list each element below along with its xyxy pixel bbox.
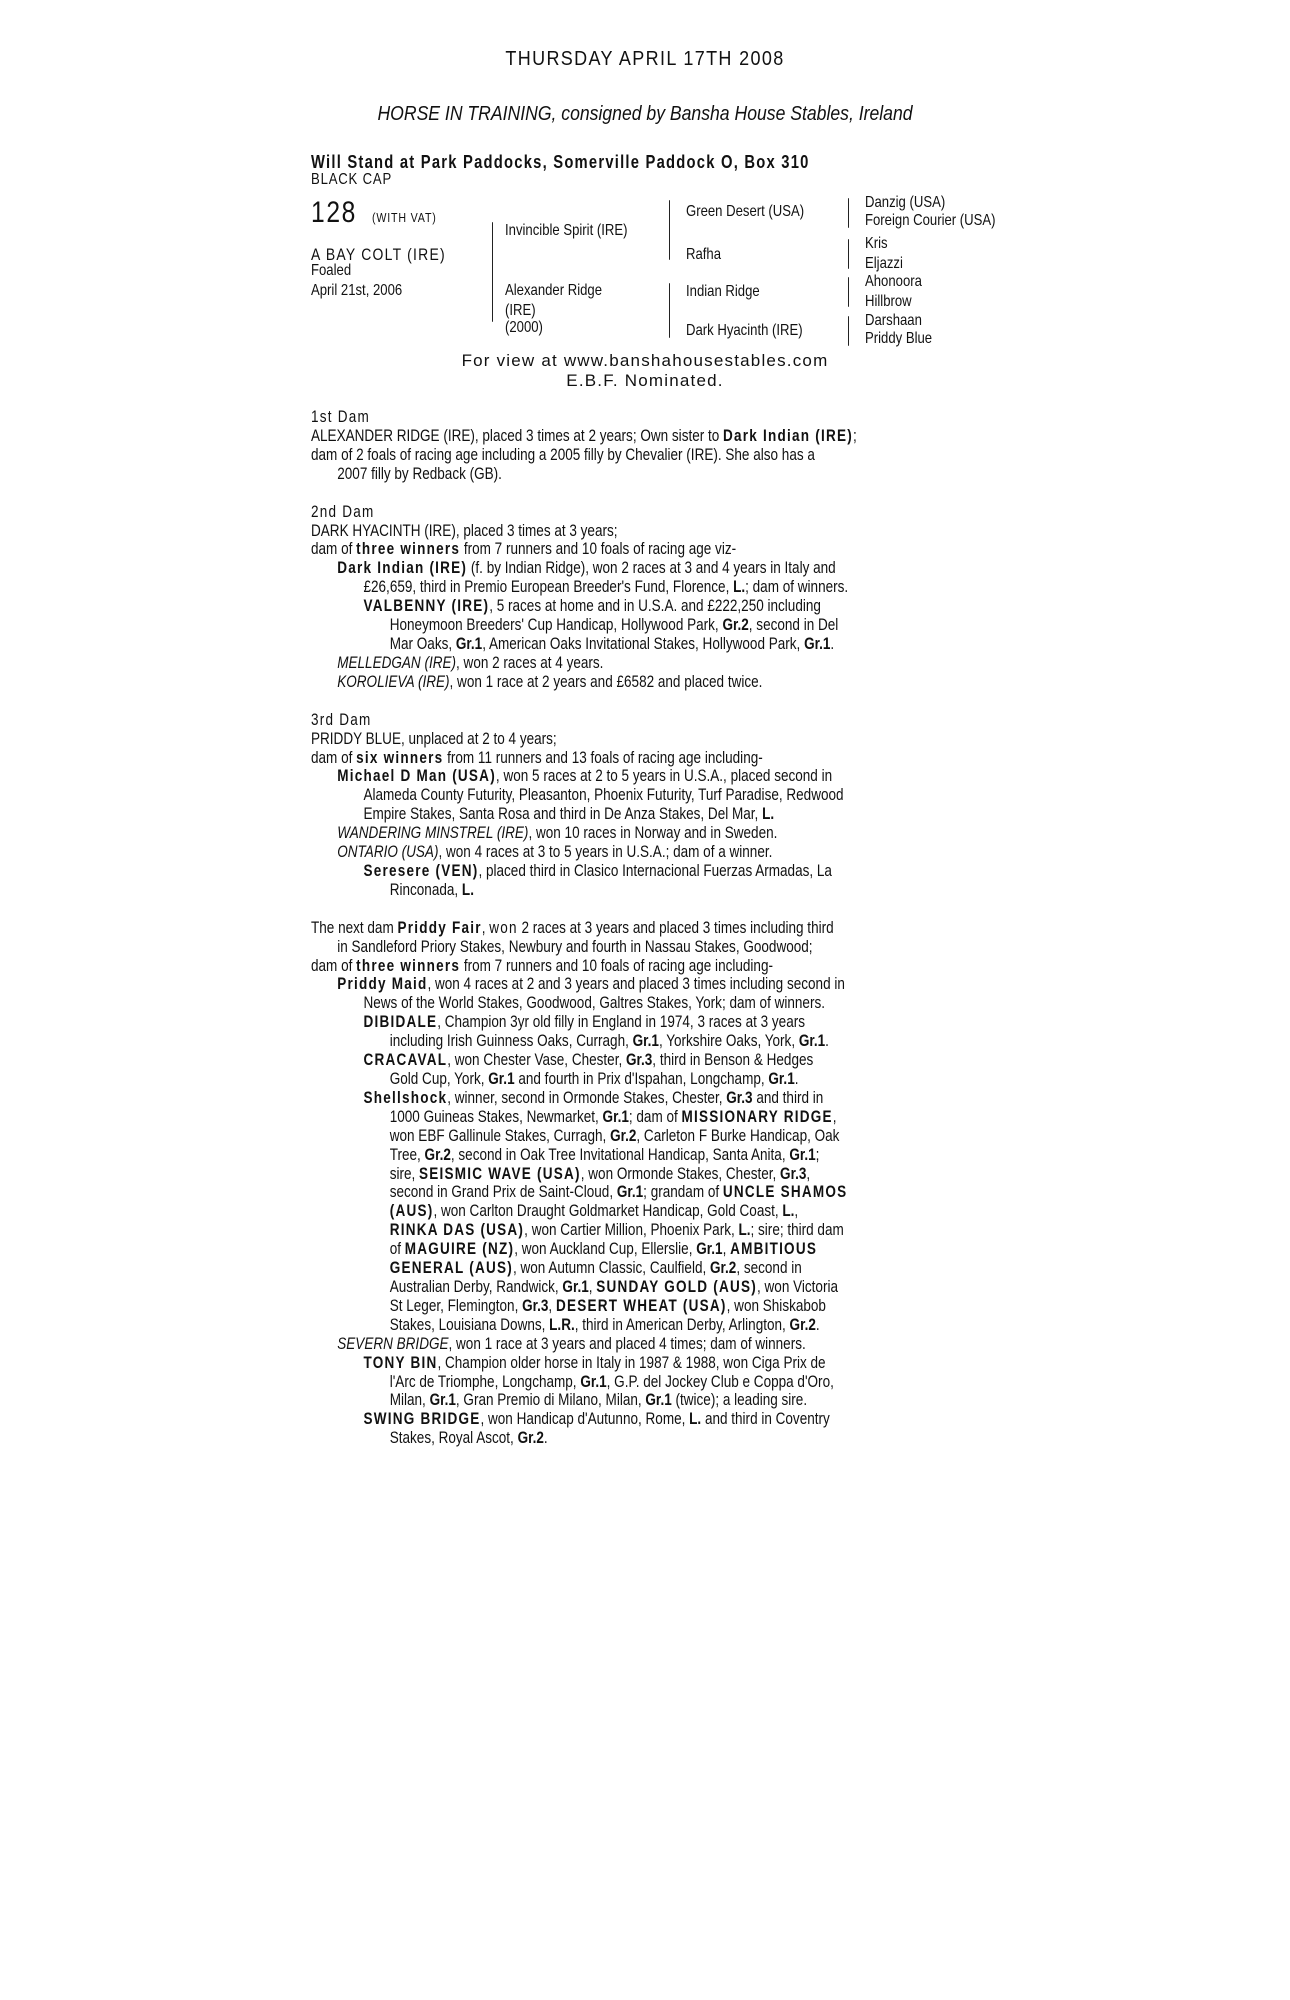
foaled-label: Foaled xyxy=(311,262,352,279)
third-dam-heading: 3rd Dam xyxy=(311,710,372,729)
text-line: Australian Derby, Randwick, Gr.1, SUNDAY GOLD (AUS), won Victoria xyxy=(389,1277,838,1296)
pedigree-brace-ds xyxy=(848,277,849,307)
pedigree-brace-dd xyxy=(848,316,849,346)
pedigree-brace-sire xyxy=(669,200,670,260)
pedigree-ggs-1: Danzig (USA) xyxy=(865,194,946,211)
text-line: 2007 filly by Redback (GB). xyxy=(337,464,502,483)
horse-description: A BAY COLT (IRE) xyxy=(311,245,446,264)
text-line: DARK HYACINTH (IRE), placed 3 times at 3 years; xyxy=(311,521,618,540)
text-line: CRACAVAL, won Chester Vase, Chester, Gr.3, third in Benson & Hedges xyxy=(363,1051,814,1070)
text-line: £26,659, third in Premio European Breeder's Fund, Florence, L.; dam of winners. xyxy=(363,578,849,597)
pedigree-sire-dam: Rafha xyxy=(686,246,722,263)
text-line: (AUS), won Carlton Draught Goldmarket Handicap, Gold Coast, L., xyxy=(389,1202,799,1221)
pedigree-dam-year: (2000) xyxy=(505,319,543,336)
text-line: KOROLIEVA (IRE), won 1 race at 2 years and £6582 and placed twice. xyxy=(337,672,763,691)
pedigree-dam-dam: Dark Hyacinth (IRE) xyxy=(686,322,803,339)
pedigree-brace-main xyxy=(492,222,493,322)
text-line: Dark Indian (IRE) (f. by Indian Ridge), won 2 races at 3 and 4 years in Italy and xyxy=(337,559,836,578)
text-line: VALBENNY (IRE), 5 races at home and in U.S.A. and £222,250 including xyxy=(363,597,821,616)
view-website: For view at www.banshahousestables.com xyxy=(461,351,829,370)
vat-note: (WITH VAT) xyxy=(372,210,437,225)
text-line: Stakes, Louisiana Downs, L.R., third in American Derby, Arlington, Gr.2. xyxy=(389,1315,820,1334)
pedigree-ggs-3: Kris xyxy=(865,235,888,252)
text-line: in Sandleford Priory Stakes, Newbury and fourth in Nassau Stakes, Goodwood; xyxy=(337,937,813,956)
pedigree-dam-sire: Indian Ridge xyxy=(686,283,760,300)
text-line: St Leger, Flemington, Gr.3, DESERT WHEAT (USA), won Shiskabob xyxy=(389,1296,826,1315)
pedigree-brace-dam xyxy=(669,283,670,338)
text-line: Empire Stakes, Santa Rosa and third in De Anza Stakes, Del Mar, L. xyxy=(363,805,775,824)
pedigree-ggs-4: Eljazzi xyxy=(865,255,903,272)
pedigree-ggs-5: Ahonoora xyxy=(865,273,922,290)
text-line: Mar Oaks, Gr.1, American Oaks Invitational Stakes, Hollywood Park, Gr.1. xyxy=(389,634,835,653)
text-line: Shellshock, winner, second in Ormonde Stakes, Chester, Gr.3 and third in xyxy=(363,1088,824,1107)
text-line: 1000 Guineas Stakes, Newmarket, Gr.1; dam of MISSIONARY RIDGE, xyxy=(389,1107,837,1126)
text-line: won EBF Gallinule Stakes, Curragh, Gr.2, Carleton F Burke Handicap, Oak xyxy=(389,1126,840,1145)
text-line: SWING BRIDGE, won Handicap d'Autunno, Rome, L. and third in Coventry xyxy=(363,1410,830,1429)
text-line: sire, SEISMIC WAVE (USA), won Ormonde Stakes, Chester, Gr.3, xyxy=(389,1164,811,1183)
foaled-date: April 21st, 2006 xyxy=(311,282,403,299)
text-line: ALEXANDER RIDGE (IRE), placed 3 times at 2 years; Own sister to Dark Indian (IRE); xyxy=(311,426,857,445)
text-line: Alameda County Futurity, Pleasanton, Phoenix Futurity, Turf Paradise, Redwood xyxy=(363,786,844,805)
ebf-note: E.B.F. Nominated. xyxy=(566,371,724,390)
text-line: Michael D Man (USA), won 5 races at 2 to 5 years in U.S.A., placed second in xyxy=(337,767,833,786)
text-line: dam of 2 foals of racing age including a 2005 filly by Chevalier (IRE). She also has a xyxy=(311,445,815,464)
text-line: second in Grand Prix de Saint-Cloud, Gr.1; grandam of UNCLE SHAMOS xyxy=(389,1183,848,1202)
text-line: l'Arc de Triomphe, Longchamp, Gr.1, G.P. del Jockey Club e Coppa d'Oro, xyxy=(389,1372,834,1391)
text-line: dam of three winners from 7 runners and 10 foals of racing age including- xyxy=(311,956,773,975)
first-dam-heading: 1st Dam xyxy=(311,408,370,426)
text-line: Rinconada, L. xyxy=(389,880,474,899)
text-line: Honeymoon Breeders' Cup Handicap, Hollywood Park, Gr.2, second in Del xyxy=(389,616,839,635)
text-line: ONTARIO (USA), won 4 races at 3 to 5 years in U.S.A.; dam of a winner. xyxy=(337,843,773,862)
text-line: News of the World Stakes, Goodwood, Galtres Stakes, York; dam of winners. xyxy=(363,994,825,1013)
consignor-line: HORSE IN TRAINING, consigned by Bansha House Stables, Ireland xyxy=(377,103,913,125)
text-line: Tree, Gr.2, second in Oak Tree Invitational Handicap, Santa Anita, Gr.1; xyxy=(389,1145,820,1164)
pedigree-sire-sire: Green Desert (USA) xyxy=(686,203,805,220)
text-line: PRIDDY BLUE, unplaced at 2 to 4 years; xyxy=(311,729,557,748)
pedigree-ggs-6: Hillbrow xyxy=(865,293,912,310)
text-line: Stakes, Royal Ascot, Gr.2. xyxy=(389,1429,548,1448)
text-line: The next dam Priddy Fair, won 2 races at 3 years and placed 3 times including third xyxy=(311,918,834,937)
pedigree-dam-country: (IRE) xyxy=(505,302,536,319)
text-line: Seresere (VEN), placed third in Clasico Internacional Fuerzas Armadas, La xyxy=(363,861,832,880)
pedigree-notes xyxy=(311,408,1011,1448)
text-line: Gold Cup, York, Gr.1 and fourth in Prix d'Ispahan, Longchamp, Gr.1. xyxy=(389,1070,799,1088)
pedigree-ggs-8: Priddy Blue xyxy=(865,330,933,347)
text-line: GENERAL (AUS), won Autumn Classic, Caulfield, Gr.2, second in xyxy=(389,1259,802,1278)
stand-location: Will Stand at Park Paddocks, Somerville Paddock O, Box 310 xyxy=(311,152,810,172)
second-dam-heading: 2nd Dam xyxy=(311,502,375,521)
text-line: Milan, Gr.1, Gran Premio di Milano, Milan, Gr.1 (twice); a leading sire. xyxy=(389,1391,808,1410)
text-line: MELLEDGAN (IRE), won 2 races at 4 years. xyxy=(337,653,604,672)
pedigree-brace-sd xyxy=(848,239,849,269)
text-line: dam of six winners from 11 runners and 13 foals of racing age including- xyxy=(311,748,763,767)
pedigree-brace-ss xyxy=(848,198,849,228)
text-line: SEVERN BRIDGE, won 1 race at 3 years and placed 4 times; dam of winners. xyxy=(337,1334,806,1353)
text-line: dam of three winners from 7 runners and 10 foals of racing age viz- xyxy=(311,540,737,559)
text-line: including Irish Guinness Oaks, Curragh, Gr.1, Yorkshire Oaks, York, Gr.1. xyxy=(389,1032,829,1051)
text-line: TONY BIN, Champion older horse in Italy in 1987 & 1988, won Ciga Prix de xyxy=(363,1353,826,1372)
pedigree-ggs-2: Foreign Courier (USA) xyxy=(865,212,996,229)
text-line: of MAGUIRE (NZ), won Auckland Cup, Ellerslie, Gr.1, AMBITIOUS xyxy=(389,1240,818,1259)
text-line: Priddy Maid, won 4 races at 2 and 3 years and placed 3 times including second in xyxy=(337,975,845,994)
text-line: RINKA DAS (USA), won Cartier Million, Phoenix Park, L.; sire; third dam xyxy=(389,1221,844,1240)
text-line: DIBIDALE, Champion 3yr old filly in England in 1974, 3 races at 3 years xyxy=(363,1013,805,1032)
pedigree-dam-name: Alexander Ridge xyxy=(505,282,603,299)
pedigree-sire: Invincible Spirit (IRE) xyxy=(505,222,628,239)
sale-date: THURSDAY APRIL 17TH 2008 xyxy=(505,48,785,70)
black-cap-label: BLACK CAP xyxy=(311,171,393,188)
lot-number: 128 xyxy=(311,196,357,229)
text-line: WANDERING MINSTREL (IRE), won 10 races in Norway and in Sweden. xyxy=(337,824,778,843)
pedigree-ggs-7: Darshaan xyxy=(865,312,922,329)
